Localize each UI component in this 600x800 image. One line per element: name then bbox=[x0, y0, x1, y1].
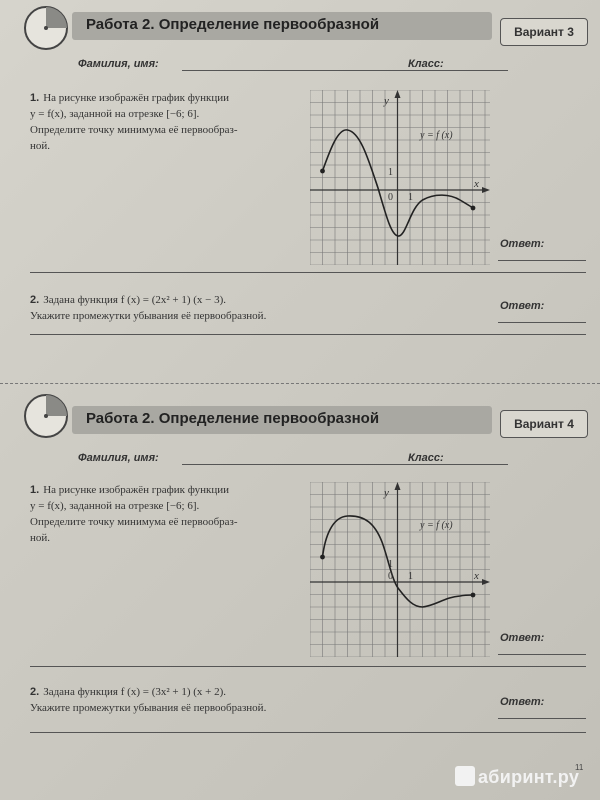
curve-endpoint bbox=[320, 555, 325, 560]
student-info-row bbox=[78, 452, 518, 470]
task-1-text bbox=[30, 482, 298, 546]
fio-label: Фамилия, имя: bbox=[78, 452, 159, 464]
work-header bbox=[72, 406, 492, 434]
task-line: Задана функция f (x) = (3x² + 1) (x + 2). bbox=[43, 686, 227, 698]
answer-label: Ответ: bbox=[500, 300, 545, 312]
y-unit-label: 1 bbox=[388, 559, 393, 570]
labirint-logo-icon bbox=[455, 766, 475, 786]
variant-4-block bbox=[0, 392, 600, 782]
curve-endpoint bbox=[320, 169, 325, 174]
work-header bbox=[72, 12, 492, 40]
task-1-text bbox=[30, 90, 298, 154]
task-line: Определите точку минимума её первообраз- bbox=[30, 516, 238, 528]
fio-field[interactable] bbox=[182, 464, 474, 465]
graph-grid bbox=[310, 482, 490, 657]
task-line: y = f(x), заданной на отрезке [−6; 6]. bbox=[30, 500, 200, 512]
section-divider bbox=[30, 334, 586, 335]
function-graph bbox=[310, 482, 490, 657]
curve-endpoint bbox=[471, 593, 476, 598]
answer-field[interactable] bbox=[498, 718, 586, 719]
task-2-text bbox=[30, 292, 360, 324]
task-number: 2. bbox=[30, 294, 40, 306]
variant-label: Вариант 3 bbox=[500, 18, 588, 46]
class-field[interactable] bbox=[454, 464, 508, 465]
y-axis-arrow bbox=[395, 482, 401, 490]
function-label: y = f (x) bbox=[420, 130, 453, 141]
work-title: Работа 2. Определение первообразной bbox=[86, 410, 380, 427]
watermark bbox=[455, 766, 579, 788]
task-2-text bbox=[30, 684, 360, 716]
variant-3-block bbox=[0, 0, 600, 390]
fio-label: Фамилия, имя: bbox=[78, 58, 159, 70]
class-field[interactable] bbox=[454, 70, 508, 71]
answer-field[interactable] bbox=[498, 654, 586, 655]
section-divider bbox=[30, 666, 586, 667]
task-line: На рисунке изображён график функции bbox=[43, 484, 229, 496]
answer-field[interactable] bbox=[498, 322, 586, 323]
x-axis-arrow bbox=[482, 187, 490, 193]
work-title: Работа 2. Определение первообразной bbox=[86, 16, 380, 33]
cut-line bbox=[0, 383, 600, 384]
y-axis-label: y bbox=[384, 95, 389, 107]
graph-grid bbox=[310, 90, 490, 265]
clock-icon bbox=[22, 4, 70, 52]
function-graph bbox=[310, 90, 490, 265]
student-info-row bbox=[78, 58, 518, 76]
watermark-text: абиринт.ру bbox=[478, 767, 580, 787]
x-unit-label: 1 bbox=[408, 192, 413, 203]
answer-field[interactable] bbox=[498, 260, 586, 261]
curve-endpoint bbox=[471, 206, 476, 211]
section-divider bbox=[30, 732, 586, 733]
function-label: y = f (x) bbox=[420, 520, 453, 531]
clock-icon bbox=[22, 392, 70, 440]
answer-label: Ответ: bbox=[500, 696, 545, 708]
x-axis-label: x bbox=[474, 570, 479, 582]
class-label: Класс: bbox=[408, 58, 444, 70]
task-line: ной. bbox=[30, 140, 51, 152]
class-label: Класс: bbox=[408, 452, 444, 464]
task-line: Задана функция f (x) = (2x² + 1) (x − 3). bbox=[43, 294, 227, 306]
task-line: ной. bbox=[30, 532, 51, 544]
x-axis-arrow bbox=[482, 579, 490, 585]
variant-label: Вариант 4 bbox=[500, 410, 588, 438]
answer-label: Ответ: bbox=[500, 632, 545, 644]
fio-field[interactable] bbox=[182, 70, 474, 71]
page-number: 11 bbox=[575, 763, 584, 772]
task-line: Укажите промежутки убывания её первообразной. bbox=[30, 702, 267, 714]
task-number: 1. bbox=[30, 92, 40, 104]
task-number: 2. bbox=[30, 686, 40, 698]
section-divider bbox=[30, 272, 586, 273]
x-axis-label: x bbox=[474, 178, 479, 190]
y-unit-label: 1 bbox=[388, 167, 393, 178]
origin-label: 0 bbox=[388, 192, 393, 203]
task-line: На рисунке изображён график функции bbox=[43, 92, 229, 104]
task-line: y = f(x), заданной на отрезке [−6; 6]. bbox=[30, 108, 200, 120]
task-line: Укажите промежутки убывания её первообразной. bbox=[30, 310, 267, 322]
x-unit-label: 1 bbox=[408, 571, 413, 582]
origin-label: 0 bbox=[388, 571, 393, 582]
task-number: 1. bbox=[30, 484, 40, 496]
y-axis-label: y bbox=[384, 487, 389, 499]
answer-label: Ответ: bbox=[500, 238, 545, 250]
task-line: Определите точку минимума её первообраз- bbox=[30, 124, 238, 136]
y-axis-arrow bbox=[395, 90, 401, 98]
